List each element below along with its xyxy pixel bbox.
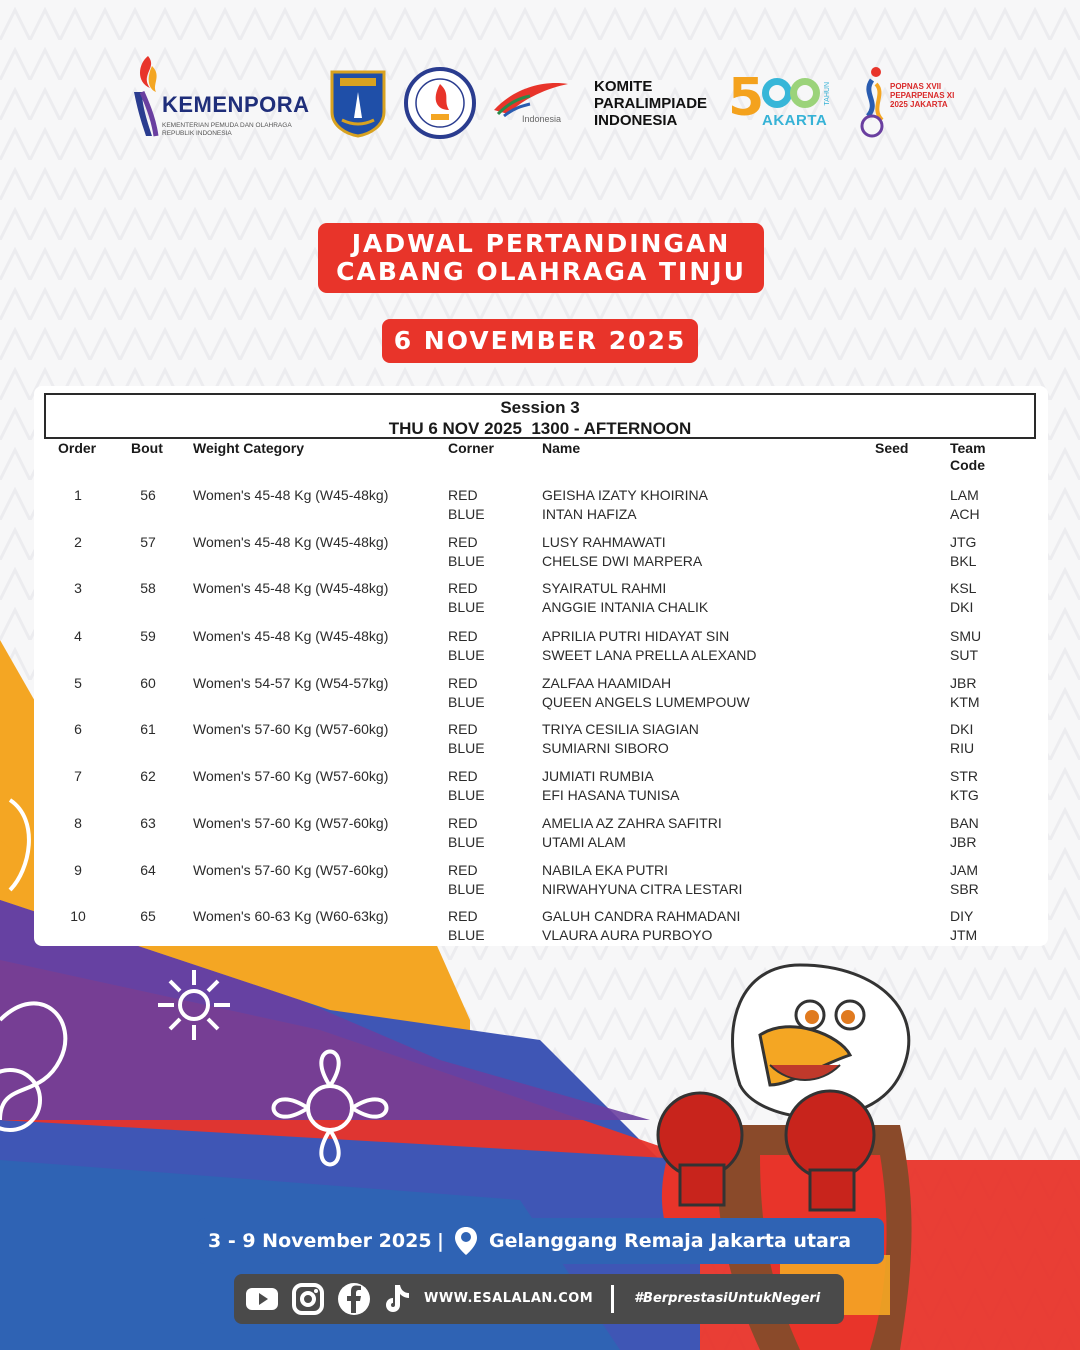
popnas-line-2: PEPARPENAS XI	[890, 91, 955, 100]
weight-category: Women's 45-48 Kg (W45-48kg)	[193, 487, 389, 503]
bout-order: 9	[74, 862, 82, 878]
hashtag: #BerprestasiUntukNegeri	[634, 1291, 821, 1306]
weight-category: Women's 57-60 Kg (W57-60kg)	[193, 768, 389, 784]
blue-boxer-name: INTAN HAFIZA	[542, 505, 637, 522]
red-boxer-name: ZALFAA HAAMIDAH	[542, 675, 672, 691]
popnas-line-1: POPNAS XVII	[890, 82, 942, 91]
corner-labels	[448, 767, 485, 804]
blue-corner: BLUE	[448, 693, 485, 710]
red-boxer-name: TRIYA CESILIA SIAGIAN	[542, 721, 699, 737]
boxer-names	[542, 486, 708, 523]
corner-labels	[448, 579, 485, 616]
blue-corner: BLUE	[448, 505, 485, 522]
blue-boxer-name: QUEEN ANGELS LUMEMPOUW	[542, 693, 750, 710]
blue-corner: BLUE	[448, 739, 485, 756]
table-row	[0, 720, 1080, 764]
corner-labels	[448, 814, 485, 851]
table-row	[0, 533, 1080, 577]
blue-boxer-name: CHELSE DWI MARPERA	[542, 552, 703, 569]
weight-category: Women's 60-63 Kg (W60-63kg)	[193, 908, 389, 924]
bout-order: 10	[70, 908, 86, 924]
table-row	[0, 486, 1080, 530]
red-team-code: BAN	[950, 815, 979, 831]
blue-team-code: SUT	[950, 646, 978, 663]
table-row	[0, 627, 1080, 671]
weight-category: Women's 45-48 Kg (W45-48kg)	[193, 534, 389, 550]
jakarta-500-five: 5	[728, 68, 765, 128]
team-codes	[950, 579, 976, 616]
red-team-code: JAM	[950, 862, 978, 878]
blue-team-code: SBR	[950, 880, 979, 897]
column-team-line-1: Team	[950, 440, 986, 456]
red-team-code: JBR	[950, 675, 977, 691]
schedule-date: 6 NOVEMBER 2025	[382, 319, 698, 363]
team-codes	[950, 861, 979, 898]
bout-order: 5	[74, 675, 82, 691]
red-corner: RED	[448, 580, 478, 596]
column-weight: Weight Category	[193, 440, 304, 456]
blue-team-code: RIU	[950, 739, 975, 756]
npc-label: Indonesia	[522, 114, 562, 124]
popnas-line-3: 2025 JAKARTA	[890, 100, 948, 109]
corner-labels	[448, 533, 485, 570]
column-name: Name	[542, 440, 581, 456]
komite-line-1: KOMITE	[594, 78, 653, 95]
npc-indonesia-logo	[490, 78, 570, 128]
tiktok-icon[interactable]	[380, 1281, 416, 1317]
blue-boxer-name: EFI HASANA TUNISA	[542, 786, 680, 803]
blue-boxer-name: UTAMI ALAM	[542, 833, 626, 850]
team-codes	[950, 533, 976, 570]
red-corner: RED	[448, 862, 478, 878]
bout-order: 7	[74, 768, 82, 784]
boxer-names	[542, 533, 702, 570]
event-info-bar	[197, 1218, 884, 1264]
bout-number: 62	[140, 768, 156, 784]
dispora-seal-logo	[403, 66, 477, 140]
team-codes	[950, 907, 977, 944]
team-codes	[950, 720, 974, 757]
bout-order: 3	[74, 580, 82, 596]
boxer-names	[542, 767, 679, 804]
boxer-names	[542, 579, 708, 616]
bout-number: 57	[140, 534, 156, 550]
youtube-icon[interactable]	[244, 1281, 280, 1317]
blue-team-code: KTG	[950, 786, 979, 803]
red-team-code: SMU	[950, 628, 982, 644]
komite-paralimpiade-logo	[594, 78, 724, 129]
column-team-code	[950, 440, 986, 474]
instagram-icon[interactable]	[290, 1281, 326, 1317]
column-seed: Seed	[875, 440, 909, 456]
red-corner: RED	[448, 675, 478, 691]
blue-team-code: BKL	[950, 552, 977, 569]
column-bout: Bout	[131, 440, 163, 456]
weight-category: Women's 45-48 Kg (W45-48kg)	[193, 580, 389, 596]
column-order: Order	[58, 440, 97, 456]
red-team-code: STR	[950, 768, 978, 784]
team-codes	[950, 814, 979, 851]
table-row	[0, 907, 1080, 951]
weight-category: Women's 57-60 Kg (W57-60kg)	[193, 862, 389, 878]
column-team-line-2: Code	[950, 457, 985, 473]
blue-corner: BLUE	[448, 598, 485, 615]
red-corner: RED	[448, 487, 478, 503]
komite-line-3: INDONESIA	[594, 112, 678, 129]
social-divider	[611, 1285, 614, 1313]
bout-number: 64	[140, 862, 156, 878]
red-corner: RED	[448, 815, 478, 831]
bout-number: 58	[140, 580, 156, 596]
social-bar	[234, 1274, 844, 1324]
title-line-2: CABANG OLAHRAGA TINJU	[336, 257, 746, 286]
popnas-title	[890, 82, 954, 109]
bout-order: 1	[74, 487, 82, 503]
npc-swoosh-icon	[490, 78, 570, 118]
red-corner: RED	[448, 721, 478, 737]
red-corner: RED	[448, 534, 478, 550]
red-boxer-name: APRILIA PUTRI HIDAYAT SIN	[542, 628, 730, 644]
corner-labels	[448, 674, 485, 711]
team-codes	[950, 767, 979, 804]
blue-team-code: ACH	[950, 505, 980, 522]
session-datetime: THU 6 NOV 2025 1300 - AFTERNOON	[388, 419, 692, 438]
corner-labels	[448, 907, 485, 944]
blue-corner: BLUE	[448, 646, 485, 663]
corner-labels	[448, 627, 485, 664]
ring-icon	[790, 78, 820, 108]
kemenpora-name: KEMENPORA	[162, 92, 310, 117]
blue-team-code: JBR	[950, 833, 977, 850]
red-team-code: KSL	[950, 580, 977, 596]
blue-corner: BLUE	[448, 880, 485, 897]
komite-line-2: PARALIMPIADE	[594, 95, 708, 112]
jakarta-crest-logo	[328, 68, 388, 138]
weight-category: Women's 54-57 Kg (W54-57kg)	[193, 675, 389, 691]
ring-icon	[762, 78, 792, 108]
boxer-names	[542, 814, 722, 851]
blue-boxer-name: VLAURA AURA PURBOYO	[542, 926, 713, 943]
team-codes	[950, 486, 980, 523]
session-header	[44, 393, 1036, 439]
red-boxer-name: JUMIATI RUMBIA	[542, 768, 654, 784]
boxer-names	[542, 627, 757, 664]
red-team-code: DIY	[950, 908, 974, 924]
table-row	[0, 579, 1080, 623]
red-corner: RED	[448, 768, 478, 784]
red-boxer-name: AMELIA AZ ZAHRA SAFITRI	[542, 815, 722, 831]
bout-number: 65	[140, 908, 156, 924]
boxer-names	[542, 861, 742, 898]
blue-boxer-name: SUMIARNI SIBORO	[542, 739, 669, 756]
session-name: Session 3	[500, 398, 580, 417]
corner-labels	[448, 861, 485, 898]
popnas-figure-icon	[858, 64, 890, 140]
bout-number: 63	[140, 815, 156, 831]
blue-team-code: KTM	[950, 693, 980, 710]
team-codes	[950, 674, 980, 711]
red-team-code: DKI	[950, 721, 974, 737]
boxer-names	[542, 674, 750, 711]
blue-team-code: JTM	[950, 926, 978, 943]
blue-corner: BLUE	[448, 786, 485, 803]
red-boxer-name: NABILA EKA PUTRI	[542, 862, 669, 878]
blue-corner: BLUE	[448, 926, 485, 943]
bout-order: 8	[74, 815, 82, 831]
bout-number: 60	[140, 675, 156, 691]
red-team-code: JTG	[950, 534, 977, 550]
blue-boxer-name: SWEET LANA PRELLA ALEXAND	[542, 646, 757, 663]
column-corner: Corner	[448, 440, 494, 456]
blue-team-code: DKI	[950, 598, 974, 615]
corner-labels	[448, 720, 485, 757]
info-separator: |	[437, 1230, 444, 1252]
facebook-icon[interactable]	[336, 1281, 372, 1317]
blue-boxer-name: ANGGIE INTANIA CHALIK	[542, 598, 709, 615]
jakarta-500-word: AKARTA	[762, 112, 828, 129]
table-row	[0, 861, 1080, 905]
jakarta-500-tahun: TAHUN	[824, 82, 831, 106]
bout-number: 56	[140, 487, 156, 503]
website-link[interactable]: WWW.ESALALAN.COM	[424, 1291, 594, 1306]
blue-corner: BLUE	[448, 552, 485, 569]
kemenpora-logo	[128, 52, 318, 142]
red-boxer-name: LUSY RAHMAWATI	[542, 534, 666, 550]
blue-boxer-name: NIRWAHYUNA CITRA LESTARI	[542, 880, 743, 897]
table-row	[0, 814, 1080, 858]
location-pin-icon	[453, 1225, 479, 1257]
weight-category: Women's 57-60 Kg (W57-60kg)	[193, 721, 389, 737]
red-boxer-name: GEISHA IZATY KHOIRINA	[542, 487, 708, 503]
logo-header	[0, 40, 1080, 150]
red-boxer-name: GALUH CANDRA RAHMADANI	[542, 908, 741, 924]
bout-number: 59	[140, 628, 156, 644]
table-row	[0, 767, 1080, 811]
team-codes	[950, 627, 981, 664]
jakarta-500-logo	[728, 70, 846, 140]
bout-order: 2	[74, 534, 82, 550]
weight-category: Women's 57-60 Kg (W57-60kg)	[193, 815, 389, 831]
kemenpora-subtitle: KEMENTERIAN PEMUDA DAN OLAHRAGA REPUBLIK INDONESIA	[162, 122, 292, 137]
schedule-title	[318, 223, 764, 293]
red-corner: RED	[448, 628, 478, 644]
title-line-1: JADWAL PERTANDINGAN	[351, 229, 731, 258]
table-row	[0, 674, 1080, 718]
red-corner: RED	[448, 908, 478, 924]
boxer-names	[542, 720, 699, 757]
blue-corner: BLUE	[448, 833, 485, 850]
event-dates: 3 - 9 November 2025	[208, 1230, 432, 1252]
popnas-peparpenas-logo	[858, 64, 958, 144]
red-team-code: LAM	[950, 487, 979, 503]
bout-number: 61	[140, 721, 156, 737]
corner-labels	[448, 486, 485, 523]
weight-category: Women's 45-48 Kg (W45-48kg)	[193, 628, 389, 644]
bout-order: 6	[74, 721, 82, 737]
event-venue: Gelanggang Remaja Jakarta utara	[489, 1230, 852, 1252]
bout-order: 4	[74, 628, 82, 644]
boxer-names	[542, 907, 740, 944]
red-boxer-name: SYAIRATUL RAHMI	[542, 580, 667, 596]
